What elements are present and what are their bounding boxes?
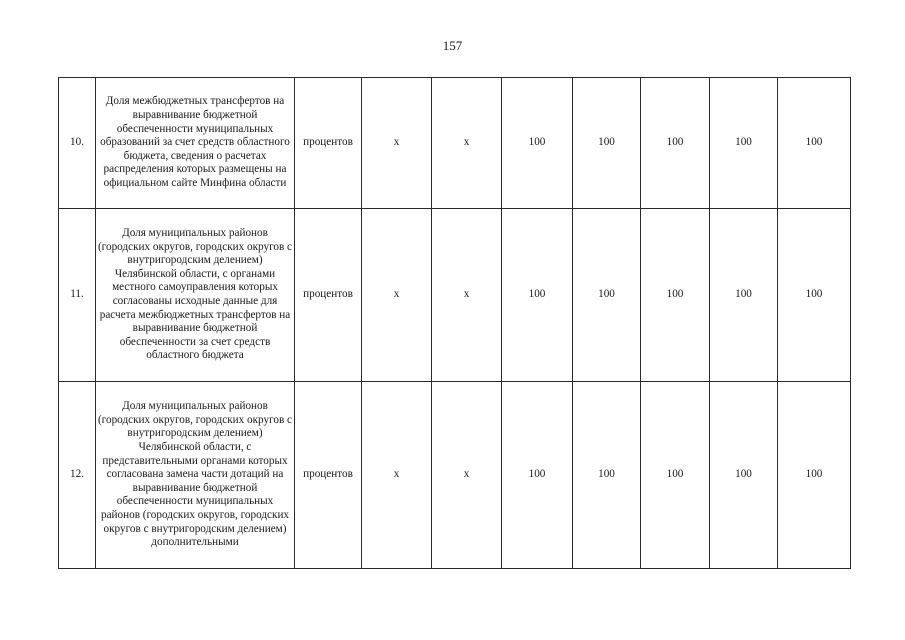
- value-cell: 100: [778, 382, 851, 569]
- indicator-name: Доля муниципальных районов (городских округов, городских округов с внутригородским делением) Челябинской области, с представительными органами которых согласована замена части дотаций на выравнивание бюджетной обеспеченности муниципальных районов (городских округов, городских округов с внутригородским делением) дополнительными: [96, 382, 295, 569]
- value-cell: 100: [502, 382, 573, 569]
- table-row: [59, 382, 851, 569]
- value-cell: 100: [778, 209, 851, 382]
- value-cell: x: [432, 382, 502, 569]
- value-cell: x: [432, 209, 502, 382]
- value-cell: 100: [710, 78, 778, 209]
- value-cell: 100: [641, 382, 710, 569]
- row-number: 10.: [59, 78, 96, 209]
- value-cell: x: [432, 78, 502, 209]
- value-cell: 100: [573, 209, 641, 382]
- value-cell: 100: [573, 382, 641, 569]
- row-number: 12.: [59, 382, 96, 569]
- value-cell: x: [362, 209, 432, 382]
- value-cell: 100: [641, 78, 710, 209]
- page-number: 157: [442, 38, 463, 53]
- value-cell: x: [362, 382, 432, 569]
- table-row: [59, 209, 851, 382]
- unit-cell: процентов: [295, 209, 362, 382]
- value-cell: 100: [502, 78, 573, 209]
- unit-cell: процентов: [295, 78, 362, 209]
- table-row: [59, 78, 851, 209]
- unit-cell: процентов: [295, 382, 362, 569]
- value-cell: 100: [502, 209, 573, 382]
- value-cell: 100: [710, 382, 778, 569]
- row-number: 11.: [59, 209, 96, 382]
- indicator-name: Доля муниципальных районов (городских округов, городских округов с внутригородским делением) Челябинской области, с органами местного самоуправления которых согласованы исходные данные для расчета межбюджетных трансфертов на выравнивание бюджетной обеспеченности за счет средств областного бюджета: [96, 209, 295, 382]
- value-cell: 100: [573, 78, 641, 209]
- value-cell: 100: [710, 209, 778, 382]
- value-cell: 100: [778, 78, 851, 209]
- indicator-name: Доля межбюджетных трансфертов на выравнивание бюджетной обеспеченности муниципальных образований за счет средств областного бюджета, сведения о расчетах распределения которых размещены на официальном сайте Минфина области: [96, 78, 295, 209]
- value-cell: x: [362, 78, 432, 209]
- value-cell: 100: [641, 209, 710, 382]
- indicator-table: [58, 77, 851, 569]
